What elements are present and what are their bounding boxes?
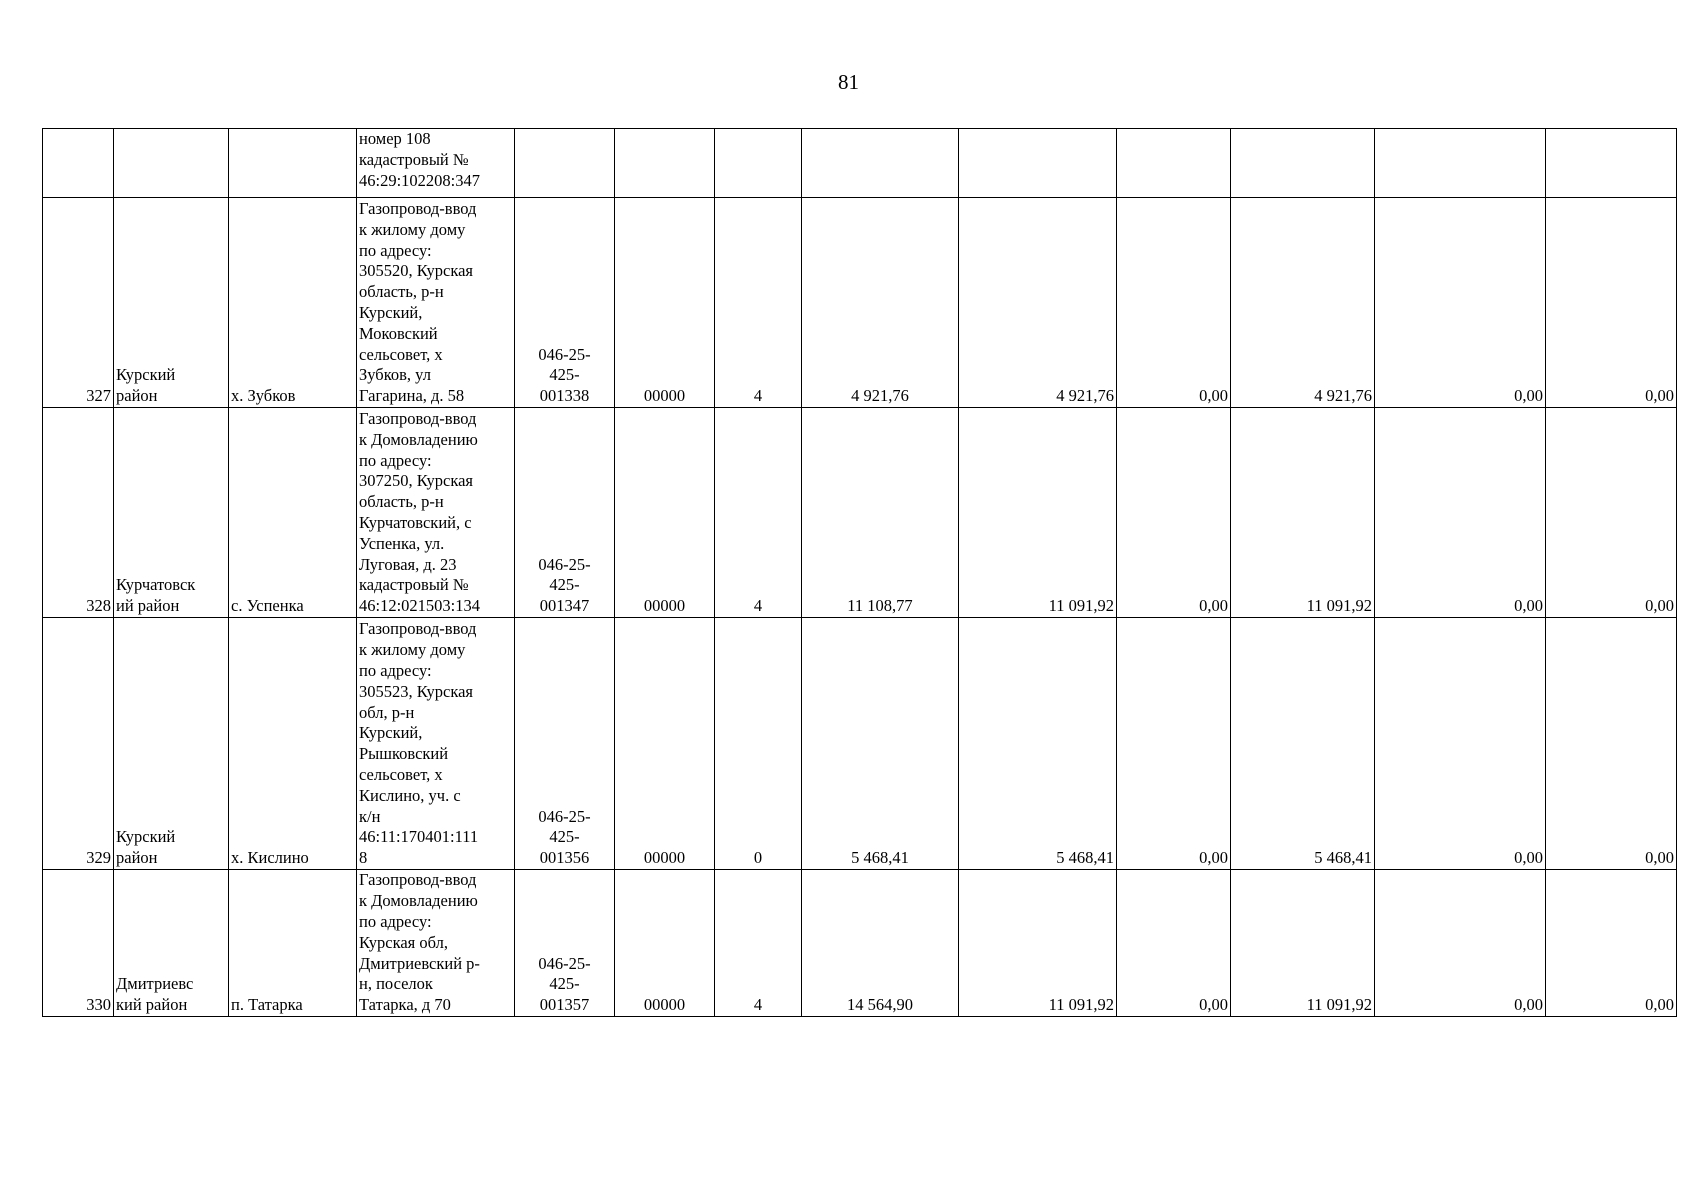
table-row: [43, 408, 1677, 618]
cell-amount5: 0,00: [1375, 408, 1546, 618]
cell-category: 4: [715, 870, 802, 1017]
cell-amount2: 4 921,76: [959, 198, 1117, 408]
cell-amount1: 14 564,90: [802, 870, 959, 1017]
cell-amount5: [1375, 129, 1546, 198]
table-row: [43, 618, 1677, 870]
cell-category: [715, 129, 802, 198]
cell-amount3: 0,00: [1117, 618, 1231, 870]
page-number: 81: [838, 70, 859, 94]
cell-code: 046-25- 425- 001356: [515, 618, 615, 870]
cell-num: 328: [43, 408, 114, 618]
cell-amount1: [802, 129, 959, 198]
cell-amount3: 0,00: [1117, 198, 1231, 408]
cell-amount4: 11 091,92: [1231, 408, 1375, 618]
cell-amount3: [1117, 129, 1231, 198]
cell-amount2: 11 091,92: [959, 870, 1117, 1017]
cell-amount2: [959, 129, 1117, 198]
cell-code: 046-25- 425- 001338: [515, 198, 615, 408]
cell-amount6: 0,00: [1546, 408, 1677, 618]
cell-locality: [229, 129, 357, 198]
cell-zeros: 00000: [615, 618, 715, 870]
table-row: [43, 870, 1677, 1017]
cell-code: [515, 129, 615, 198]
cell-amount1: 11 108,77: [802, 408, 959, 618]
cell-amount4: 4 921,76: [1231, 198, 1375, 408]
table-row: [43, 198, 1677, 408]
cell-amount2: 11 091,92: [959, 408, 1117, 618]
cell-amount3: 0,00: [1117, 408, 1231, 618]
cell-district: [114, 129, 229, 198]
cell-code: 046-25- 425- 001357: [515, 870, 615, 1017]
cell-num: 327: [43, 198, 114, 408]
cell-locality: х. Кислино: [229, 618, 357, 870]
cell-amount6: 0,00: [1546, 870, 1677, 1017]
cell-code: 046-25- 425- 001347: [515, 408, 615, 618]
cell-zeros: 00000: [615, 408, 715, 618]
cell-amount2: 5 468,41: [959, 618, 1117, 870]
cell-zeros: 00000: [615, 870, 715, 1017]
cell-description: Газопровод-ввод к Домовладению по адресу: Курская обл, Дмитриевский р- н, поселок Татарка, д 70: [357, 870, 515, 1017]
cell-amount5: 0,00: [1375, 198, 1546, 408]
cell-description: Газопровод-ввод к жилому дому по адресу: 305523, Курская обл, р-н Курский, Рышковский сельсовет, х Кислино, уч. с к/н 46:11:170401:111 8: [357, 618, 515, 870]
cell-amount5: 0,00: [1375, 870, 1546, 1017]
table-row-continuation: [43, 129, 1677, 198]
cell-zeros: [615, 129, 715, 198]
cell-locality: с. Успенка: [229, 408, 357, 618]
cell-amount6: 0,00: [1546, 198, 1677, 408]
cell-description: номер 108 кадастровый № 46:29:102208:347: [357, 129, 515, 198]
cell-amount1: 5 468,41: [802, 618, 959, 870]
data-table: [42, 128, 1677, 1017]
cell-amount4: [1231, 129, 1375, 198]
cell-category: 4: [715, 198, 802, 408]
cell-district: Дмитриевс кий район: [114, 870, 229, 1017]
cell-district: Курский район: [114, 618, 229, 870]
cell-description: Газопровод-ввод к Домовладению по адресу: 307250, Курская область, р-н Курчатовский, с Успенка, ул. Луговая, д. 23 кадастровый № 46:12:021503:134: [357, 408, 515, 618]
cell-locality: п. Татарка: [229, 870, 357, 1017]
cell-amount6: [1546, 129, 1677, 198]
cell-num: [43, 129, 114, 198]
cell-amount4: 5 468,41: [1231, 618, 1375, 870]
cell-amount1: 4 921,76: [802, 198, 959, 408]
cell-amount6: 0,00: [1546, 618, 1677, 870]
cell-locality: х. Зубков: [229, 198, 357, 408]
cell-district: Курчатовск ий район: [114, 408, 229, 618]
cell-category: 4: [715, 408, 802, 618]
cell-category: 0: [715, 618, 802, 870]
cell-amount4: 11 091,92: [1231, 870, 1375, 1017]
cell-description: Газопровод-ввод к жилому дому по адресу: 305520, Курская область, р-н Курский, Моковский сельсовет, х Зубков, ул Гагарина, д. 58: [357, 198, 515, 408]
cell-amount5: 0,00: [1375, 618, 1546, 870]
cell-district: Курский район: [114, 198, 229, 408]
cell-amount3: 0,00: [1117, 870, 1231, 1017]
cell-zeros: 00000: [615, 198, 715, 408]
cell-num: 330: [43, 870, 114, 1017]
cell-num: 329: [43, 618, 114, 870]
